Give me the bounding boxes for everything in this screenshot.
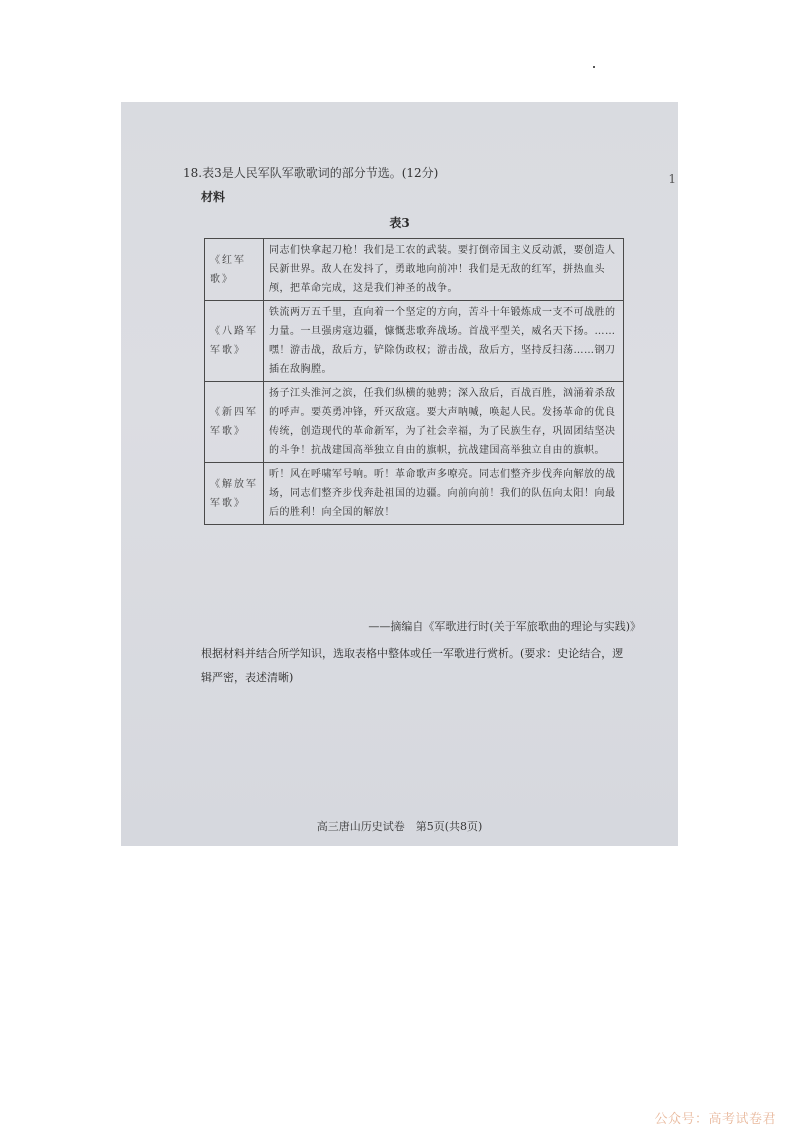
source-citation: ——摘编自《军歌进行时(关于军旅歌曲的理论与实践)》 [368, 620, 641, 633]
song-lyrics: 同志们快拿起刀枪！我们是工农的武装。要打倒帝国主义反动派，要创造人民新世界。敌人在发抖了，勇敢地向前冲！我们是无敌的红军，拼热血头颅，把革命完成，这是我们神圣的战争。 [264, 239, 624, 301]
song-name: 《新四军军歌》 [205, 382, 264, 463]
table-row [205, 463, 624, 525]
table-row [205, 382, 624, 463]
question-prompt: 根据材料并结合所学知识，选取表格中整体或任一军歌进行赏析。(要求：史论结合，逻辑严密，表述清晰) [201, 647, 624, 684]
bleed-through-text [451, 162, 671, 202]
song-lyrics: 铁流两万五千里，直向着一个坚定的方向，苦斗十年锻炼成一支不可战胜的力量。一旦强虏寇边疆，慷慨悲歌奔战场。首战平型关，威名天下扬。……嘿！游击战，敌后方，铲除伪政权；游击战，敌后方，坚持反扫荡……钢刀插在敌胸膛。 [264, 301, 624, 382]
table-row [205, 239, 624, 301]
song-lyrics: 听！风在呼啸军号响。听！革命歌声多嘹亮。同志们整齐步伐奔向解放的战场，同志们整齐步伐奔赴祖国的边疆。向前向前！我们的队伍向太阳！向最后的胜利！向全国的解放！ [264, 463, 624, 525]
scanned-page-photo [121, 102, 678, 846]
military-songs-table [204, 238, 624, 525]
song-lyrics: 扬子江头淮河之滨，任我们纵横的驰骋；深入敌后，百战百胜，汹涌着杀敌的呼声。要英勇冲锋，歼灭敌寇。要大声呐喊，唤起人民。发扬革命的优良传统，创造现代的革命新军，为了社会幸福，为了民族生存，巩固团结坚决的斗争！抗战建国高举独立自由的旗帜，抗战建国高举独立自由的旗帜。 [264, 382, 624, 463]
question-title: 18.表3是人民军队军歌歌词的部分节选。(12分) [183, 166, 439, 180]
watermark: 公众号：高考试卷君 [654, 1112, 776, 1127]
table-row [205, 301, 624, 382]
song-name: 《红军歌》 [205, 239, 264, 301]
material-label: 材料 [201, 190, 226, 204]
stray-mark [593, 66, 595, 68]
table-caption: 表3 [389, 216, 410, 230]
page-edge-mark: 1 [668, 172, 676, 186]
song-name: 《八路军军歌》 [205, 301, 264, 382]
page-footer: 高三唐山历史试卷 第5页(共8页) [316, 820, 483, 833]
song-name: 《解放军军歌》 [205, 463, 264, 525]
